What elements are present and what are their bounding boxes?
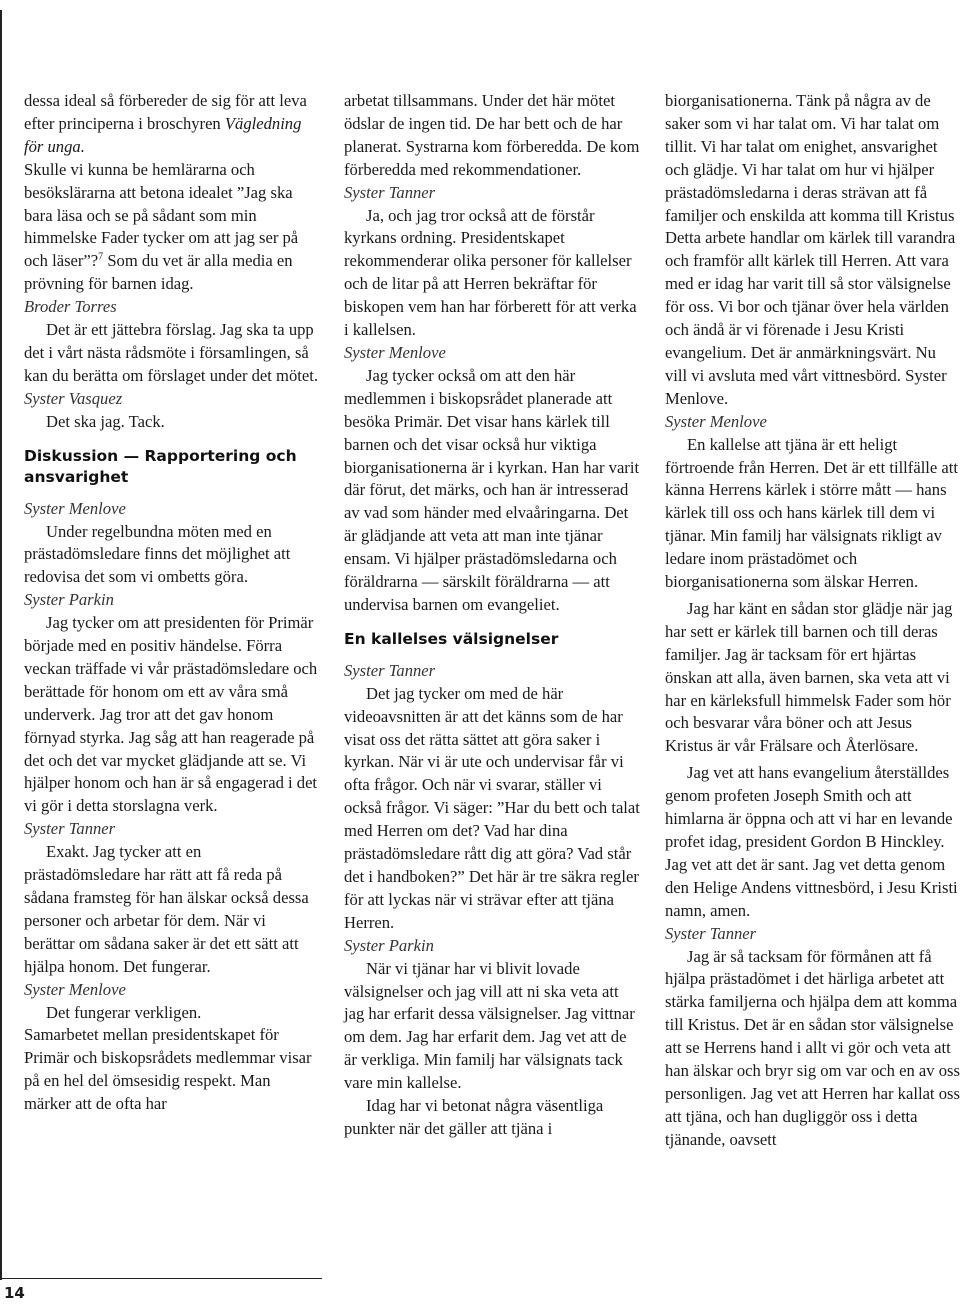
paragraph: Det fungerar verkligen. [46,1002,202,1022]
speaker-name: Syster Vasquez [24,388,123,408]
paragraph: biorganisationerna. Tänk på några av de saker som vi har talat om. Vi har talat om tillit. Vi har talat om enighet, ansvarighet och glädje. Vi har talat om hur vi hjälper prästadömsledarna i deras strävan att få familjer och enskilda att komma till Kristus Detta arbete handlar om kärlek till varandra och framför allt kärlek till Herren. Att vara med er idag har varit till så stor välsignelse för oss. Vi bor och tjänar över hela världen och ändå är vi förenade i Jesu Kristi evangelium. Det är anmärkningsvärt. Nu vill vi avsluta med vårt vittnesbörd. Syster Menlove. [665,91,956,408]
section-heading: Diskussion — Rapportering och ansvarighet [24,446,297,486]
footnote-ref: 7 [98,251,104,263]
paragraph: Exakt. Jag tycker att en prästadömsledare har rätt att få reda på sådana framsteg för han älskar också dessa personer och arbetar för dem. När vi berättar om sådana saker är det ett sätt att hjälpa honom. Det fungerar. [24,842,309,976]
paragraph: Skulle vi kunna be hemlärarna och besökslärarna att betona idealet ”Jag ska bara läsa och se på sådant som min himmelske Fader tycker om att jag ser på och läser”?$^7$ Som du vet är alla media en prövning för barnen idag. [24,159,299,294]
paragraph: Idag har vi betonat några väsentliga punkter när det gäller att tjäna i [344,1096,604,1138]
paragraph: Ja, och jag tror också att de förstår kyrkans ordning. Presidentskapet rekommenderar olika personer för kallelser och de litar på att Herren bekräftar för biskopen vem han har förberett för att verka i kallelsen. [344,205,637,340]
speaker-name: Syster Tanner [24,819,116,839]
publication-title: Vägledning för unga. [24,113,302,156]
paragraph: En kallelse att tjäna är ett heligt förtroende från Herren. Det är ett tillfälle att känna Herrens kärlek i större mått — hans kärlek till oss och hans kärlek till dem vi tjänar. Min familj har välsignats rikligt av ledare inom prästadömet och biorganisationerna som älskar Herren. [665,434,959,592]
speaker-name: Syster Parkin [344,935,434,955]
paragraph: arbetat tillsammans. Under det här mötet ödslar de ingen tid. De har bett och de har planerat. Systrarna kom förberedda. De kom förberedda med rekommendationer. [344,91,640,179]
paragraph: Jag tycker också om att den här medlemmen i biskopsrådet planerade att besöka Primär. Det visar hans kärlek till barnen och det visar också hur viktiga biorganisationerna är i kyrkan. Han har varit där förut, det märks, och han är intresserad av vad som händer med elvaåringarna. Det är glädjande att veta att man inte tjänar ensam. Vi hjälper prästadömsledarna och föräldrarna — särskilt föräldrarna — att undervisa barnen om evangeliet. [344,365,640,614]
paragraph: Det ska jag. Tack. [46,411,165,431]
speaker-name: Syster Menlove [24,979,126,999]
paragraph: Det är ett jättebra förslag. Jag ska ta upp det i vårt nästa rådsmöte i församlingen, så kan du berätta om förslaget under det mötet. [24,320,318,385]
paragraph: Jag vet att hans evangelium återställdes genom profeten Joseph Smith och att himlarna är öppna och att vi har en levande profet idag, president Gordon B Hinckley. Jag vet att det är sant. Jag vet detta genom den Helige Andens vittnesbörd, i Jesu Kristi namn, amen. [665,763,958,920]
paragraph: Jag är så tacksam för förmånen att få hjälpa prästadömet i det härliga arbetet att stärka familjerna och hjälpa dem att komma till Kristus. Det är en sådan stor välsignelse att se Herrens hand i allt vi gör och veta att han älskar och bryr sig om var och en av oss personligen. Jag vet att Herren har kallat oss att tjäna, och han dugliggör oss i detta tjänande, oavsett [665,946,960,1149]
speaker-name: Syster Parkin [24,590,114,610]
paragraph: Under regelbundna möten med en prästadömsledare finns det möjlighet att redovisa det som vi ombetts göra. [24,521,291,587]
text-column-2 [344,90,640,1141]
paragraph: dessa ideal så förbereder de sig för att leva efter principerna i broschyren Vägledning för unga. [24,91,307,156]
paragraph: Samarbetet mellan presidentskapet för Primär och biskopsrådets medlemmar visar på en hel del ömsesidig respekt. Man märker att de ofta har [24,1025,312,1114]
speaker-name: Syster Tanner [665,923,757,943]
text-column-1 [24,90,320,1116]
footer-rule [0,1278,322,1279]
page-border-left [0,10,2,1280]
speaker-name: Syster Tanner [344,182,436,202]
paragraph: Det jag tycker om med de här videoavsnitten är att det känns som de har visat oss det rätta sättet att göra saker i kyrkan. När vi är ute och undervisar får vi ofta frågor. Och när vi svarar, ställer vi också frågor. Vi säger: ”Har du bett och talat med Herren om det? Vad har dina prästadömsledare rått dig att göra? Vad står det i handboken?” Det här är tre säkra regler för att lyckas när vi strävar efter att tjäna Herren. [344,683,640,932]
text-column-3 [665,90,960,1152]
speaker-name: Syster Tanner [344,660,436,680]
speaker-name: Syster Menlove [24,498,126,518]
paragraph: När vi tjänar har vi blivit lovade välsignelser och jag vill att ni ska veta att jag har erfarit dessa välsignelser. Jag vittnar om dem. Jag har erfarit dem. Jag vet att de är verkliga. Min familj har välsignats tack vare min kallelse. [344,958,635,1093]
section-heading: En kallelses välsignelser [344,629,559,648]
speaker-name: Broder Torres [24,297,117,317]
speaker-name: Syster Menlove [665,411,767,431]
paragraph: Jag har känt en sådan stor glädje när jag har sett er kärlek till barnen och till deras familjer. Jag är tacksam för ert hjärtas önskan att alla, även barnen, ska veta att vi har en kärleksfull himmelsk Fader som hör och besvarar våra böner och att Jesus Kristus är vår Frälsare och Återlösare. [665,598,953,756]
page-number: 14 [4,1284,25,1302]
speaker-name: Syster Menlove [344,342,446,362]
paragraph: Jag tycker om att presidenten för Primär började med en positiv händelse. Förra veckan träffade vi vår prästadömsledare och berättade för honom om ett av våra små underverk. Jag tror att det gav honom förnyad styrka. Jag såg att han reagerade på det och det var mycket glädjande att se. Vi hjälper honom och han är så engagerad i det vi gör i detta storslagna verk. [24,613,318,816]
